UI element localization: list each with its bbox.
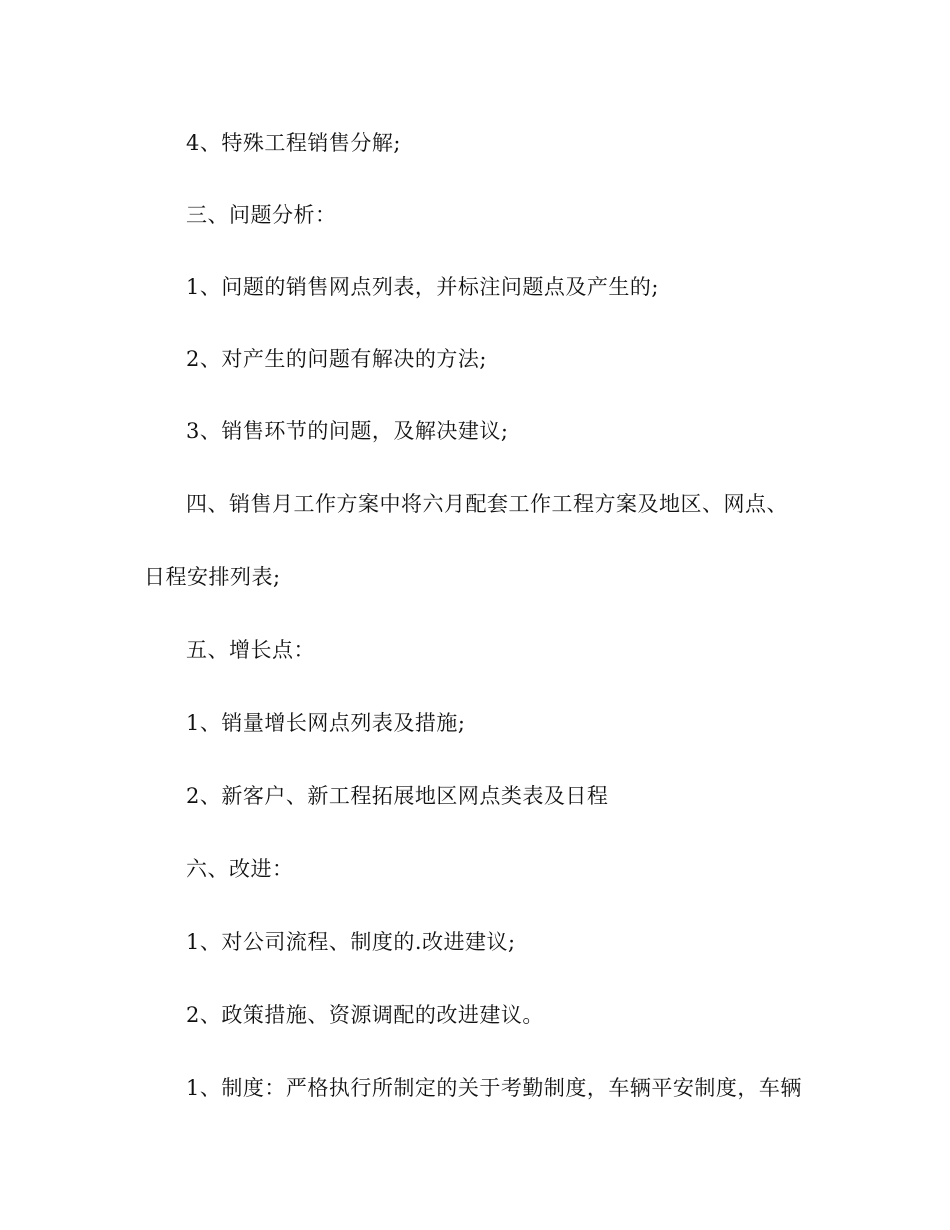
- paragraph-line: 2、新客户、新工程拓展地区网点类表及日程: [186, 784, 609, 808]
- paragraph-line: 1、问题的销售网点列表，并标注问题点及产生的;: [186, 275, 659, 299]
- paragraph-line: 4、特殊工程销售分解;: [186, 131, 401, 155]
- section-heading: 五、增长点：: [186, 638, 315, 662]
- paragraph-line: 3、销售环节的问题，及解决建议;: [186, 419, 509, 443]
- paragraph-line: 1、对公司流程、制度的.改进建议;: [186, 930, 516, 954]
- paragraph-line: 2、政策措施、资源调配的改进建议。: [186, 1003, 544, 1027]
- section-heading: 四、销售月工作方案中将六月配套工作工程方案及地区、网点、: [186, 492, 788, 516]
- paragraph-line: 1、制度：严格执行所制定的关于考勤制度，车辆平安制度，车辆: [186, 1076, 802, 1100]
- section-heading: 六、改进：: [186, 857, 294, 881]
- paragraph-line-continuation: 日程安排列表;: [144, 565, 281, 589]
- section-heading: 三、问题分析：: [186, 203, 337, 227]
- paragraph-line: 2、对产生的问题有解决的方法;: [186, 347, 487, 371]
- paragraph-line: 1、销量增长网点列表及措施;: [186, 711, 466, 735]
